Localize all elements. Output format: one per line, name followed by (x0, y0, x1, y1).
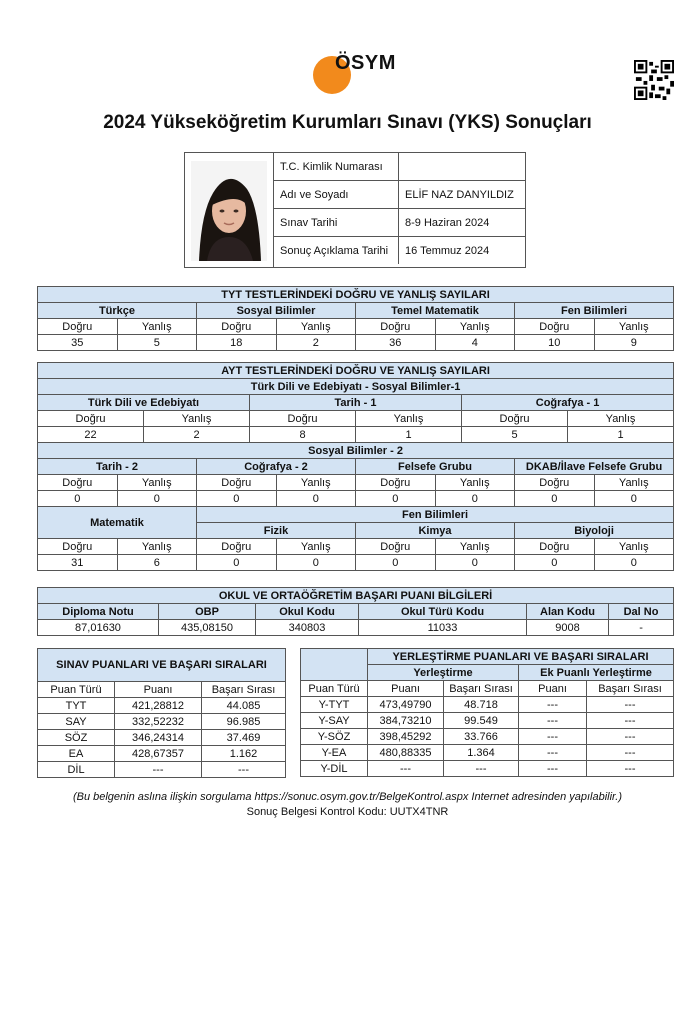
yanlis-label: Yanlış (594, 319, 674, 335)
yanlis-value: 0 (594, 555, 674, 571)
tyt-subject: Fen Bilimleri (515, 303, 674, 319)
verification-note: (Bu belgenin aslına ilişkin sorgulama https://sonuc.osym.gov.tr/BelgeKontrol.aspx Internet adresinden yapılabilir.) (72, 791, 623, 803)
dogru-label: Doğru (197, 475, 277, 491)
info-label: T.C. Kimlik Numarası (274, 153, 399, 181)
dogru-value: 0 (38, 491, 118, 507)
placement-type: Y-EA (301, 745, 368, 761)
ek-value: --- (519, 713, 587, 729)
score-value: 428,67357 (115, 746, 202, 762)
candidate-photo (185, 153, 273, 267)
dogru-value: 0 (356, 555, 436, 571)
ek-value: --- (519, 697, 587, 713)
tyt-subject: Türkçe (38, 303, 197, 319)
placement-sub: Ek Puanlı Yerleştirme (519, 665, 674, 681)
ek-rank: --- (587, 697, 674, 713)
yanlis-value: 6 (117, 555, 197, 571)
score-rank: --- (202, 762, 286, 778)
tyt-title: TYT TESTLERİNDEKİ DOĞRU VE YANLIŞ SAYILARI (38, 287, 674, 303)
score-type: SÖZ (38, 730, 115, 746)
info-label: Sonuç Açıklama Tarihi (274, 237, 399, 265)
score-type: TYT (38, 698, 115, 714)
scores-header: Puan Türü (38, 682, 115, 698)
placement-rank: 48.718 (444, 697, 519, 713)
table-row (301, 761, 674, 777)
ayt-subject: Coğrafya - 2 (197, 459, 356, 475)
dogru-value: 0 (356, 491, 436, 507)
scores-header: Başarı Sırası (202, 682, 286, 698)
placement-type: Y-DİL (301, 761, 368, 777)
dogru-value: 35 (38, 335, 118, 351)
scores-header: Puanı (115, 682, 202, 698)
yanlis-label: Yanlış (435, 319, 515, 335)
placement-header: Puan Türü (301, 681, 368, 697)
yanlis-label: Yanlış (117, 319, 197, 335)
ek-value: --- (519, 761, 587, 777)
candidate-info-box (184, 152, 526, 268)
info-label: Sınav Tarihi (274, 209, 399, 237)
school-value: 11033 (359, 620, 527, 636)
yanlis-value: 0 (594, 491, 674, 507)
qr-code-icon (634, 60, 674, 100)
placement-rank: 33.766 (444, 729, 519, 745)
ayt-subject: Felsefe Grubu (356, 459, 515, 475)
logo-text: ÖSYM (335, 52, 396, 74)
yanlis-label: Yanlış (594, 539, 674, 555)
ayt-subject: Kimya (356, 523, 515, 539)
info-label: Adı ve Soyadı (274, 181, 399, 209)
yanlis-label: Yanlış (568, 411, 674, 427)
dogru-label: Doğru (38, 539, 118, 555)
score-type: DİL (38, 762, 115, 778)
ayt-subject: Biyoloji (515, 523, 674, 539)
table-row (38, 730, 286, 746)
info-row (274, 153, 525, 181)
placement-table (300, 648, 674, 777)
school-header: OBP (159, 604, 256, 620)
table-row (38, 746, 286, 762)
ayt-group1-title: Türk Dili ve Edebiyatı - Sosyal Bilimler-1 (38, 379, 674, 395)
dogru-value: 5 (462, 427, 568, 443)
ek-rank: --- (587, 729, 674, 745)
info-value: 16 Temmuz 2024 (399, 237, 526, 265)
ek-rank: --- (587, 713, 674, 729)
dogru-label: Doğru (356, 319, 436, 335)
ek-rank: --- (587, 745, 674, 761)
school-header: Okul Türü Kodu (359, 604, 527, 620)
osym-logo (313, 52, 413, 98)
ek-value: --- (519, 729, 587, 745)
info-row (274, 209, 525, 237)
info-row (274, 237, 525, 265)
school-value: 9008 (527, 620, 609, 636)
ayt-math-title: Matematik (38, 507, 197, 539)
photo-cell (185, 153, 274, 267)
dogru-value: 36 (356, 335, 436, 351)
ayt-fen-title: Fen Bilimleri (197, 507, 674, 523)
dogru-value: 0 (515, 491, 595, 507)
scores-title: SINAV PUANLARI VE BAŞARI SIRALARI (38, 649, 286, 682)
info-row (274, 181, 525, 209)
placement-type: Y-SÖZ (301, 729, 368, 745)
dogru-label: Doğru (515, 319, 595, 335)
placement-header: Başarı Sırası (444, 681, 519, 697)
placement-corner (301, 649, 368, 681)
candidate-info-table (274, 153, 525, 264)
ek-value: --- (519, 745, 587, 761)
dogru-label: Doğru (38, 319, 118, 335)
tyt-table (37, 286, 674, 351)
dogru-value: 0 (515, 555, 595, 571)
table-row (38, 762, 286, 778)
dogru-value: 10 (515, 335, 595, 351)
ayt-subject: Fizik (197, 523, 356, 539)
ayt-subject: DKAB/İlave Felsefe Grubu (515, 459, 674, 475)
yanlis-value: 0 (276, 491, 356, 507)
placement-value: 398,45292 (368, 729, 444, 745)
dogru-value: 22 (38, 427, 144, 443)
yanlis-value: 2 (144, 427, 250, 443)
yanlis-value: 1 (356, 427, 462, 443)
tyt-subject: Temel Matematik (356, 303, 515, 319)
placement-type: Y-SAY (301, 713, 368, 729)
dogru-label: Doğru (356, 475, 436, 491)
ayt-title: AYT TESTLERİNDEKİ DOĞRU VE YANLIŞ SAYILARI (38, 363, 674, 379)
placement-rank: --- (444, 761, 519, 777)
dogru-value: 18 (197, 335, 277, 351)
school-header: Dal No (609, 604, 674, 620)
dogru-label: Doğru (250, 411, 356, 427)
school-header: Alan Kodu (527, 604, 609, 620)
school-title: OKUL VE ORTAÖĞRETİM BAŞARI PUANI BİLGİLERİ (38, 588, 674, 604)
yanlis-label: Yanlış (435, 475, 515, 491)
yanlis-value: 2 (276, 335, 356, 351)
yanlis-label: Yanlış (276, 539, 356, 555)
placement-header: Başarı Sırası (587, 681, 674, 697)
yanlis-value: 4 (435, 335, 515, 351)
yanlis-value: 5 (117, 335, 197, 351)
yanlis-label: Yanlış (144, 411, 250, 427)
school-header: Diploma Notu (38, 604, 159, 620)
placement-rank: 1.364 (444, 745, 519, 761)
school-value: 340803 (256, 620, 359, 636)
score-value: 332,52232 (115, 714, 202, 730)
yanlis-label: Yanlış (435, 539, 515, 555)
placement-value: 480,88335 (368, 745, 444, 761)
yanlis-value: 0 (276, 555, 356, 571)
table-row (38, 714, 286, 730)
score-value: 346,24314 (115, 730, 202, 746)
placement-value: 473,49790 (368, 697, 444, 713)
dogru-label: Doğru (462, 411, 568, 427)
score-rank: 1.162 (202, 746, 286, 762)
school-table (37, 587, 674, 636)
dogru-value: 8 (250, 427, 356, 443)
yanlis-label: Yanlış (356, 411, 462, 427)
dogru-label: Doğru (38, 475, 118, 491)
placement-sub: Yerleştirme (368, 665, 519, 681)
ayt-group2-title: Sosyal Bilimler - 2 (38, 443, 674, 459)
yanlis-value: 0 (435, 555, 515, 571)
score-type: EA (38, 746, 115, 762)
yanlis-label: Yanlış (117, 539, 197, 555)
school-value: 87,01630 (38, 620, 159, 636)
school-value: - (609, 620, 674, 636)
page-title: 2024 Yükseköğretim Kurumları Sınavı (YKS) Sonuçları (103, 112, 592, 133)
score-rank: 44.085 (202, 698, 286, 714)
ayt-subject: Tarih - 2 (38, 459, 197, 475)
table-row (301, 729, 674, 745)
table-row (301, 713, 674, 729)
yanlis-value: 0 (435, 491, 515, 507)
ayt-table (37, 362, 674, 571)
dogru-label: Doğru (515, 539, 595, 555)
placement-rank: 99.549 (444, 713, 519, 729)
ek-rank: --- (587, 761, 674, 777)
table-row (38, 698, 286, 714)
placement-title: YERLEŞTİRME PUANLARI VE BAŞARI SIRALARI (368, 649, 674, 665)
score-rank: 37.469 (202, 730, 286, 746)
yanlis-value: 0 (117, 491, 197, 507)
dogru-label: Doğru (197, 539, 277, 555)
placement-value: --- (368, 761, 444, 777)
scores-table (37, 648, 286, 778)
info-value: 8-9 Haziran 2024 (399, 209, 526, 237)
placement-type: Y-TYT (301, 697, 368, 713)
placement-header: Puanı (519, 681, 587, 697)
tyt-subject: Sosyal Bilimler (197, 303, 356, 319)
dogru-value: 31 (38, 555, 118, 571)
yanlis-label: Yanlış (276, 319, 356, 335)
yanlis-value: 1 (568, 427, 674, 443)
school-header: Okul Kodu (256, 604, 359, 620)
dogru-value: 0 (197, 555, 277, 571)
table-row (301, 697, 674, 713)
yanlis-label: Yanlış (594, 475, 674, 491)
dogru-label: Doğru (515, 475, 595, 491)
score-rank: 96.985 (202, 714, 286, 730)
info-value: ELİF NAZ DANYILDIZ (399, 181, 526, 209)
dogru-label: Doğru (197, 319, 277, 335)
info-value (399, 153, 526, 181)
ayt-subject: Tarih - 1 (250, 395, 462, 411)
score-type: SAY (38, 714, 115, 730)
dogru-value: 0 (197, 491, 277, 507)
placement-header: Puanı (368, 681, 444, 697)
table-row (301, 745, 674, 761)
score-value: 421,28812 (115, 698, 202, 714)
ayt-subject: Coğrafya - 1 (462, 395, 674, 411)
dogru-label: Doğru (38, 411, 144, 427)
ayt-subject: Türk Dili ve Edebiyatı (38, 395, 250, 411)
placement-value: 384,73210 (368, 713, 444, 729)
yanlis-label: Yanlış (276, 475, 356, 491)
score-value: --- (115, 762, 202, 778)
school-value: 435,08150 (159, 620, 256, 636)
yanlis-label: Yanlış (117, 475, 197, 491)
control-code: Sonuç Belgesi Kontrol Kodu: UUTX4TNR (246, 806, 449, 818)
dogru-label: Doğru (356, 539, 436, 555)
yanlis-value: 9 (594, 335, 674, 351)
